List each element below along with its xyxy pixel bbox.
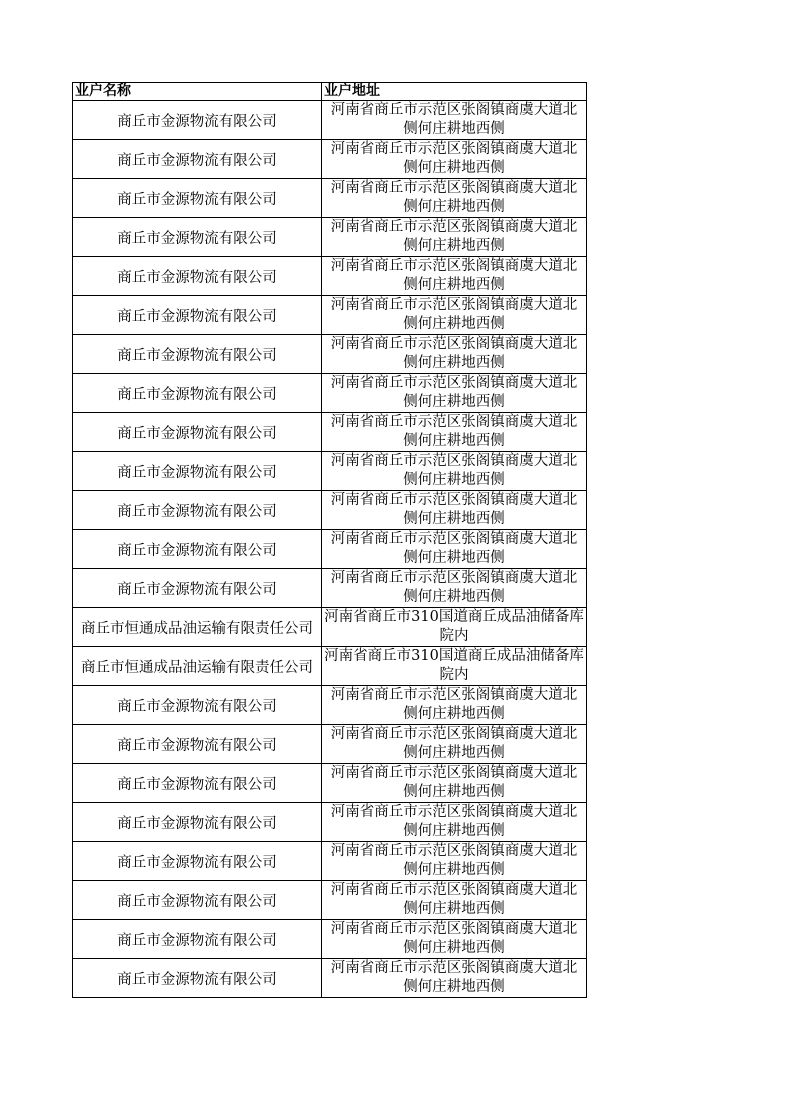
- address-line: 河南省商丘市示范区张阁镇商虞大道北: [330, 765, 578, 781]
- address-line: 河南省商丘市示范区张阁镇商虞大道北: [330, 219, 578, 235]
- address-line: 院内: [439, 628, 469, 644]
- business-address-cell: [322, 842, 587, 881]
- business-address-cell: [322, 101, 587, 140]
- business-name-cell: 商丘市金源物流有限公司: [73, 374, 322, 413]
- address-line: 河南省商丘市示范区张阁镇商虞大道北: [330, 960, 578, 976]
- address-line: 侧何庄耕地西侧: [403, 160, 505, 176]
- address-line: 河南省商丘市示范区张阁镇商虞大道北: [330, 687, 578, 703]
- header-business-address: 业户地址: [322, 83, 587, 101]
- address-line: 侧何庄耕地西侧: [403, 355, 505, 371]
- table-row: [73, 140, 587, 179]
- address-line: 河南省商丘市示范区张阁镇商虞大道北: [330, 531, 578, 547]
- business-address-cell: [322, 764, 587, 803]
- table-row: [73, 491, 587, 530]
- business-name-cell: 商丘市金源物流有限公司: [73, 413, 322, 452]
- business-name-cell: 商丘市金源物流有限公司: [73, 920, 322, 959]
- business-name-cell: 商丘市金源物流有限公司: [73, 452, 322, 491]
- address-line: 侧何庄耕地西侧: [403, 550, 505, 566]
- table-row: [73, 647, 587, 686]
- table-row: [73, 218, 587, 257]
- table-row: [73, 335, 587, 374]
- table-row: [73, 569, 587, 608]
- business-name-cell: 商丘市金源物流有限公司: [73, 959, 322, 998]
- business-name-cell: 商丘市金源物流有限公司: [73, 101, 322, 140]
- business-name-cell: 商丘市金源物流有限公司: [73, 803, 322, 842]
- address-line: 侧何庄耕地西侧: [403, 238, 505, 254]
- address-line: 侧何庄耕地西侧: [403, 745, 505, 761]
- business-address-cell: [322, 569, 587, 608]
- address-line: 侧何庄耕地西侧: [403, 862, 505, 878]
- address-line: 河南省商丘市示范区张阁镇商虞大道北: [330, 102, 578, 118]
- table-row: [73, 920, 587, 959]
- business-address-cell: [322, 686, 587, 725]
- business-name-cell: 商丘市金源物流有限公司: [73, 764, 322, 803]
- address-line: 院内: [439, 667, 469, 683]
- business-name-cell: 商丘市金源物流有限公司: [73, 686, 322, 725]
- table-row: [73, 257, 587, 296]
- business-name-cell: 商丘市恒通成品油运输有限责任公司: [73, 647, 322, 686]
- header-row: [73, 83, 587, 101]
- table-row: [73, 959, 587, 998]
- table-row: [73, 413, 587, 452]
- business-name-cell: 商丘市金源物流有限公司: [73, 257, 322, 296]
- business-name-cell: 商丘市金源物流有限公司: [73, 296, 322, 335]
- table-header: [73, 83, 587, 101]
- address-line: 河南省商丘市示范区张阁镇商虞大道北: [330, 141, 578, 157]
- business-address-cell: [322, 179, 587, 218]
- business-address-cell: [322, 296, 587, 335]
- address-line: 侧何庄耕地西侧: [403, 706, 505, 722]
- address-line: 河南省商丘市310国道商丘成品油储备库: [324, 609, 584, 625]
- address-line: 河南省商丘市示范区张阁镇商虞大道北: [330, 414, 578, 430]
- business-name-cell: 商丘市金源物流有限公司: [73, 491, 322, 530]
- business-address-cell: [322, 608, 587, 647]
- business-name-cell: 商丘市金源物流有限公司: [73, 881, 322, 920]
- header-business-name: 业户名称: [73, 83, 322, 101]
- address-line: 侧何庄耕地西侧: [403, 277, 505, 293]
- business-address-cell: [322, 413, 587, 452]
- business-address-cell: [322, 725, 587, 764]
- address-line: 河南省商丘市示范区张阁镇商虞大道北: [330, 336, 578, 352]
- table-row: [73, 803, 587, 842]
- address-line: 河南省商丘市示范区张阁镇商虞大道北: [330, 180, 578, 196]
- address-line: 侧何庄耕地西侧: [403, 901, 505, 917]
- business-address-cell: [322, 257, 587, 296]
- table-row: [73, 686, 587, 725]
- address-line: 侧何庄耕地西侧: [403, 940, 505, 956]
- table-row: [73, 764, 587, 803]
- business-name-cell: 商丘市金源物流有限公司: [73, 842, 322, 881]
- address-line: 侧何庄耕地西侧: [403, 823, 505, 839]
- business-address-cell: [322, 218, 587, 257]
- table-row: [73, 452, 587, 491]
- business-address-cell: [322, 374, 587, 413]
- table-row: [73, 374, 587, 413]
- table-row: [73, 101, 587, 140]
- address-line: 河南省商丘市示范区张阁镇商虞大道北: [330, 453, 578, 469]
- business-name-cell: 商丘市金源物流有限公司: [73, 335, 322, 374]
- address-line: 侧何庄耕地西侧: [403, 472, 505, 488]
- address-line: 河南省商丘市示范区张阁镇商虞大道北: [330, 726, 578, 742]
- business-name-cell: 商丘市金源物流有限公司: [73, 140, 322, 179]
- business-address-cell: [322, 140, 587, 179]
- address-line: 河南省商丘市示范区张阁镇商虞大道北: [330, 804, 578, 820]
- business-name-cell: 商丘市金源物流有限公司: [73, 218, 322, 257]
- address-line: 河南省商丘市示范区张阁镇商虞大道北: [330, 258, 578, 274]
- business-address-cell: [322, 959, 587, 998]
- business-address-cell: [322, 803, 587, 842]
- table-row: [73, 296, 587, 335]
- business-address-cell: [322, 452, 587, 491]
- address-line: 侧何庄耕地西侧: [403, 199, 505, 215]
- address-line: 侧何庄耕地西侧: [403, 121, 505, 137]
- address-line: 侧何庄耕地西侧: [403, 784, 505, 800]
- business-name-cell: 商丘市恒通成品油运输有限责任公司: [73, 608, 322, 647]
- address-line: 河南省商丘市示范区张阁镇商虞大道北: [330, 570, 578, 586]
- table-row: [73, 725, 587, 764]
- table-row: [73, 179, 587, 218]
- business-name-cell: 商丘市金源物流有限公司: [73, 179, 322, 218]
- address-line: 河南省商丘市示范区张阁镇商虞大道北: [330, 492, 578, 508]
- table-row: [73, 881, 587, 920]
- business-name-cell: 商丘市金源物流有限公司: [73, 569, 322, 608]
- address-line: 河南省商丘市310国道商丘成品油储备库: [324, 648, 584, 664]
- address-line: 侧何庄耕地西侧: [403, 979, 505, 995]
- address-line: 河南省商丘市示范区张阁镇商虞大道北: [330, 921, 578, 937]
- business-name-cell: 商丘市金源物流有限公司: [73, 725, 322, 764]
- table-row: [73, 842, 587, 881]
- business-address-cell: [322, 920, 587, 959]
- address-line: 侧何庄耕地西侧: [403, 589, 505, 605]
- table-body: [73, 101, 587, 998]
- address-line: 河南省商丘市示范区张阁镇商虞大道北: [330, 375, 578, 391]
- address-line: 侧何庄耕地西侧: [403, 433, 505, 449]
- address-line: 侧何庄耕地西侧: [403, 394, 505, 410]
- address-line: 河南省商丘市示范区张阁镇商虞大道北: [330, 882, 578, 898]
- address-line: 河南省商丘市示范区张阁镇商虞大道北: [330, 297, 578, 313]
- business-address-cell: [322, 335, 587, 374]
- business-name-cell: 商丘市金源物流有限公司: [73, 530, 322, 569]
- address-line: 侧何庄耕地西侧: [403, 511, 505, 527]
- address-line: 河南省商丘市示范区张阁镇商虞大道北: [330, 843, 578, 859]
- business-address-cell: [322, 881, 587, 920]
- table-row: [73, 608, 587, 647]
- table-row: [73, 530, 587, 569]
- business-address-cell: [322, 530, 587, 569]
- address-line: 侧何庄耕地西侧: [403, 316, 505, 332]
- business-table: [72, 82, 587, 998]
- business-address-cell: [322, 647, 587, 686]
- business-address-cell: [322, 491, 587, 530]
